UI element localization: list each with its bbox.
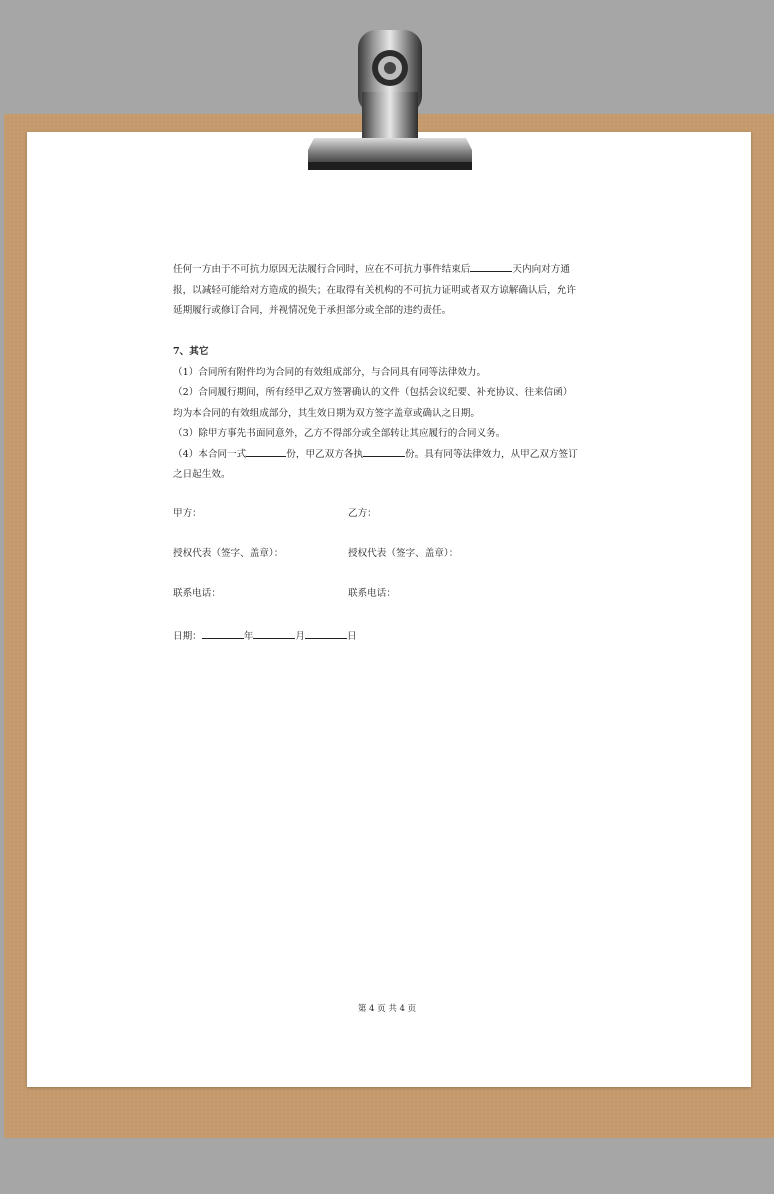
blank-day [305,627,347,639]
clause-3: （3）除甲方事先书面同意外，乙方不得部分或全部转让其应履行的合同义务。 [173,428,506,439]
page-number: 第 4 页 共 4 页 [357,1004,417,1014]
phone-a-label: 联系电话： [173,588,221,599]
clause-2b: 均为本合同的有效组成部分，其生效日期为双方签字盖章或确认之日期。 [173,407,480,419]
force-majeure-paragraph [173,260,613,322]
text-line: 报，以减轻可能给对方造成的损失；在取得有关机构的不可抗力证明或者双方谅解确认后，允许 [173,284,576,296]
blank-copies [246,445,286,457]
clause-1: （1）合同所有附件均为合同的有效组成部分，与合同具有同等法律效力。 [173,366,487,378]
blank-year [202,627,244,639]
text-line: 任何一方由于不可抗力原因无法履行合同时，应在不可抗力事件结束后 天内向对方通 [173,260,613,281]
binder-clip-icon [300,22,480,180]
blank-month [253,627,295,639]
section-7 [173,342,613,486]
phone-b-label: 联系电话： [348,588,396,599]
clause-4-cont: 之日起生效。 [173,469,231,480]
clause-2a: （2）合同履行期间，所有经甲乙双方签署确认的文件（包括会议纪要、补充协议、往来信函） [173,387,573,398]
watermark [76,466,98,493]
rep-a-label: 授权代表（签字、盖章）： [173,548,284,559]
blank-days [470,260,512,272]
rep-b-label: 授权代表（签字、盖章）： [348,548,459,559]
blank-each [363,445,405,457]
text-line: 延期履行或修订合同，并视情况免于承担部分或全部的违约责任。 [173,305,452,316]
date-line: 日期： 年 月 日 [173,627,357,644]
party-b-label: 乙方： [348,508,377,519]
section-title: 7、其它 [173,346,209,357]
party-a-label: 甲方： [173,508,202,519]
clause-4: （4）本合同一式 份，甲乙双方各执 份。具有同等法律效力，从甲乙双方签订 [173,445,613,466]
